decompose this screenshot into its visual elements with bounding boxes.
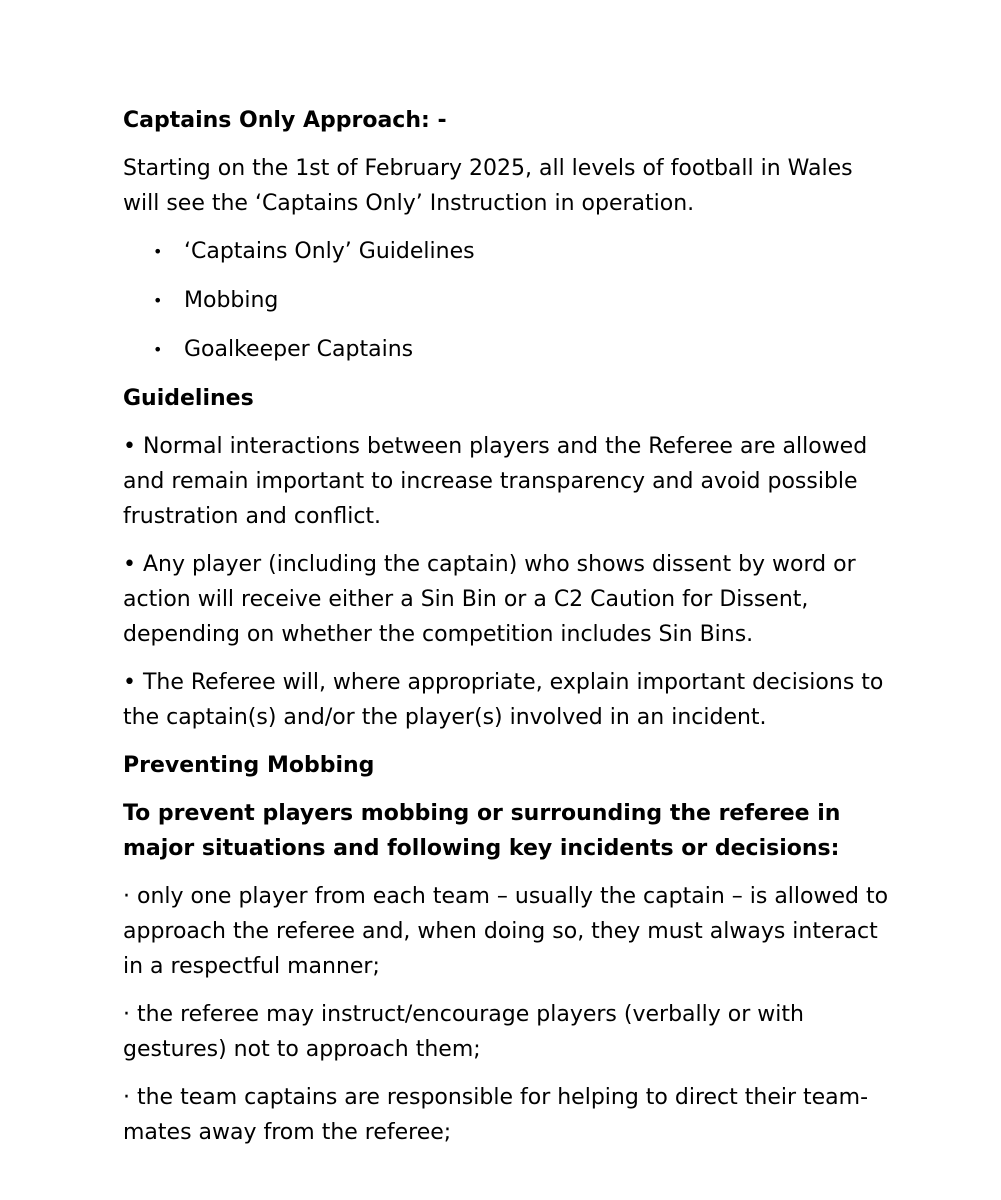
mobbing-point-paragraph: · the team captains are responsible for helping to direct their team-mates away from the referee; [123,1085,869,1145]
topic-label: Mobbing [184,288,279,313]
section-heading-guidelines: Guidelines [123,386,254,411]
guideline-paragraph: • Any player (including the captain) who shows dissent by word or action will receive either a Sin Bin or a C2 Caution for Dissent, depending on whether the competition includes Sin Bins. [123,552,856,647]
guideline-paragraph: • Normal interactions between players and the Referee are allowed and remain important to increase transparency and avoid possible frustration and conflict. [123,434,868,529]
section-heading-preventing-mobbing: Preventing Mobbing [123,753,375,778]
bullet-marker: • [153,291,163,310]
topics-list [123,234,893,367]
document-page [123,103,893,1163]
topic-item-guidelines [123,234,893,269]
bullet-marker: • [153,340,163,359]
mobbing-intro-paragraph: To prevent players mobbing or surrounding the referee in major situations and following key incidents or decisions: [123,801,841,861]
mobbing-point-paragraph: · the referee may instruct/encourage players (verbally or with gestures) not to approach them; [123,1002,804,1062]
topic-label: Goalkeeper Captains [184,337,414,362]
topic-item-mobbing [123,283,893,318]
guideline-paragraph: • The Referee will, where appropriate, explain important decisions to the captain(s) and/or the player(s) involved in an incident. [123,670,884,730]
intro-paragraph: Starting on the 1st of February 2025, all levels of football in Wales will see the ‘Captains Only’ Instruction in operation. [123,156,853,216]
bullet-marker: • [153,242,163,261]
topic-item-goalkeeper-captains [123,332,893,367]
topic-label: ‘Captains Only’ Guidelines [184,239,475,264]
section-heading-captains-only-approach: Captains Only Approach: - [123,108,447,133]
mobbing-point-paragraph: · only one player from each team – usually the captain – is allowed to approach the referee and, when doing so, they must always interact in a respectful manner; [123,884,889,979]
